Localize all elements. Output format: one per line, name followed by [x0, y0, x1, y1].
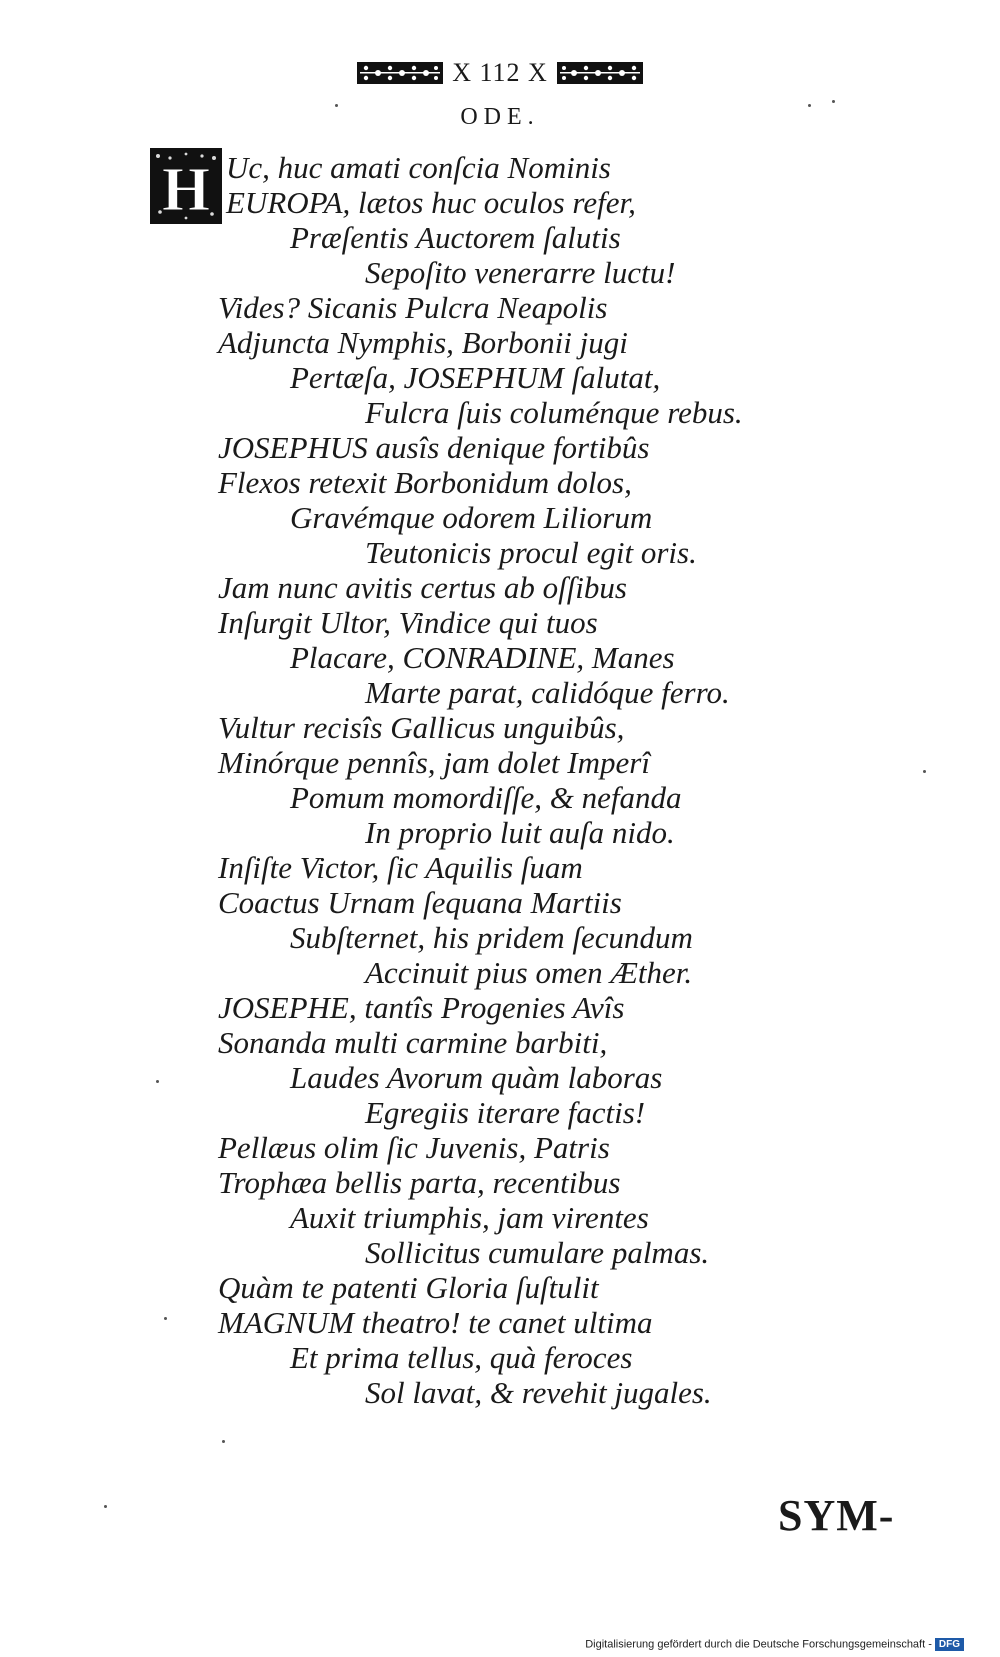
poem-line: Subſternet, his pridem ſecundum: [290, 920, 693, 955]
poem-line: Inſiſte Victor, ſic Aquilis ſuam: [218, 850, 583, 885]
poem-line: Flexos retexit Borbonidum dolos,: [218, 465, 632, 500]
dfg-logo-icon: DFG: [935, 1638, 964, 1651]
running-head: [0, 56, 1000, 88]
poem-line: EUROPA, lætos huc oculos refer,: [226, 185, 636, 220]
poem-line: Trophæa bellis parta, recentibus: [218, 1165, 621, 1200]
poem-line: Minórque pennîs, jam dolet Imperî: [218, 745, 650, 780]
poem-line: Pellæus olim ſic Juvenis, Patris: [218, 1130, 610, 1165]
poem-line: Marte parat, calidóque ferro.: [365, 675, 730, 710]
poem-line: Gravémque odorem Liliorum: [290, 500, 653, 535]
poem-line: Inſurgit Ultor, Vindice qui tuos: [218, 605, 598, 640]
poem-line: Pertæſa, JOSEPHUM ſalutat,: [290, 360, 661, 395]
poem-line: Adjuncta Nymphis, Borbonii jugi: [218, 325, 628, 360]
poem-line: Quàm te patenti Gloria ſuſtulit: [218, 1270, 599, 1305]
poem-line: Sollicitus cumulare palmas.: [365, 1235, 710, 1270]
digitization-credit-text: Digitalisierung gefördert durch die Deutsche Forschungsgemeinschaft -: [585, 1638, 932, 1651]
scan-speck: [808, 104, 811, 107]
poem-line: JOSEPHUS ausîs denique fortibûs: [218, 430, 650, 465]
poem-line: In proprio luit auſa nido.: [365, 815, 675, 850]
poem-line: Accinuit pius omen Æther.: [365, 955, 693, 990]
poem-line: Sol lavat, & revehit jugales.: [365, 1375, 712, 1410]
scan-speck: [164, 1317, 167, 1320]
poem-line: JOSEPHE, tantîs Progenies Avîs: [218, 990, 625, 1025]
scan-speck: [156, 1080, 159, 1083]
poem-line: Teutonicis procul egit oris.: [365, 535, 697, 570]
scan-speck: [923, 770, 926, 773]
poem-line: Sonanda multi carmine barbiti,: [218, 1025, 608, 1060]
scan-speck: [335, 104, 338, 107]
poem-line: Laudes Avorum quàm laboras: [290, 1060, 663, 1095]
poem-line: Et prima tellus, quà feroces: [290, 1340, 633, 1375]
poem-line: Præſentis Auctorem ſalutis: [290, 220, 621, 255]
ornament-right-icon: [556, 59, 644, 87]
poem-line: Pomum momordiſſe, & nefanda: [290, 780, 682, 815]
scan-speck: [104, 1505, 107, 1508]
poem-line: Egregiis iterare factis!: [365, 1095, 646, 1130]
ornament-left-icon: [356, 59, 444, 87]
poem-line: Jam nunc avitis certus ab oſſibus: [218, 570, 627, 605]
page-number: 112: [479, 58, 521, 88]
poem-line: Vides? Sicanis Pulcra Neapolis: [218, 290, 608, 325]
poem-line: Coactus Urnam ſequana Martiis: [218, 885, 622, 920]
poem-line: Vultur recisîs Gallicus unguibûs,: [218, 710, 625, 745]
digitization-credit: [585, 1638, 964, 1651]
drop-initial-letter: H: [161, 156, 211, 224]
ode-title: ODE.: [460, 104, 540, 130]
scan-speck: [832, 100, 835, 103]
catchword: SYM-: [778, 1491, 895, 1540]
poem-line: Fulcra ſuis columénque rebus.: [365, 395, 743, 430]
poem-line: Sepoſito venerarre luctu!: [365, 255, 676, 290]
poem-line: Uc, huc amati conſcia Nominis: [226, 150, 611, 185]
poem-line: Placare, CONRADINE, Manes: [290, 640, 675, 675]
scan-speck: [222, 1440, 225, 1443]
poem-line: Auxit triumphis, jam virentes: [290, 1200, 649, 1235]
page-number-bracket-right: X: [520, 58, 548, 88]
drop-initial-h-icon: [150, 148, 222, 224]
poem-line: MAGNUM theatro! te canet ultima: [218, 1305, 653, 1340]
page-number-bracket-left: X: [452, 58, 480, 88]
